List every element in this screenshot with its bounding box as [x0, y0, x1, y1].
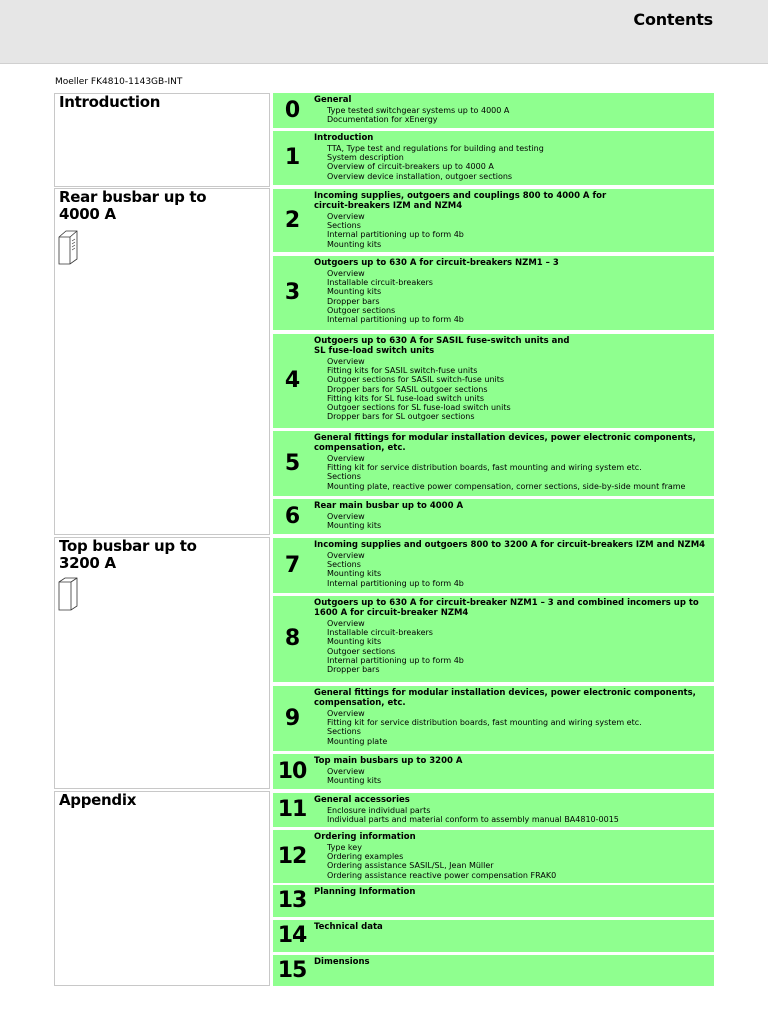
chapter-item[interactable]: Mounting kits: [327, 637, 382, 647]
chapter-number: 12: [277, 843, 307, 869]
chapter-number: 15: [277, 957, 307, 983]
chapter-number: 1: [284, 145, 300, 170]
chapter-heading: Rear main busbar up to 4000 A: [314, 501, 464, 511]
chapter-item[interactable]: Ordering examples: [327, 852, 404, 862]
chapter-heading: General accessories: [314, 795, 410, 805]
chapter-heading: SL fuse-load switch units: [314, 346, 435, 356]
chapter-body: [314, 795, 706, 824]
chapter-number: 13: [277, 888, 307, 913]
chapter-number: 8: [284, 626, 300, 651]
chapter-item[interactable]: Mounting plate, reactive power compensation, corner sections, side-by-side mount frame: [327, 481, 686, 491]
chapter-item[interactable]: Outgoer sections for SASIL switch-fuse units: [327, 375, 505, 385]
chapter-body: [314, 957, 706, 967]
chapter-number: 10: [277, 758, 307, 784]
chapter-item-list: [314, 843, 706, 880]
chapter-item[interactable]: Outgoer sections: [327, 305, 396, 315]
chapter-number: 4: [284, 368, 300, 393]
chapter-number: 14: [277, 923, 307, 948]
chapter-item[interactable]: Mounting kits: [327, 239, 382, 249]
chapter-item-list: [314, 767, 706, 785]
chapter-row-10[interactable]: [273, 754, 714, 789]
chapter-heading: circuit-breakers IZM and NZM4: [314, 201, 463, 211]
chapter-item[interactable]: Installable circuit-breakers: [327, 278, 433, 288]
chapter-row-1[interactable]: [273, 131, 714, 185]
chapter-item[interactable]: Overview: [327, 512, 365, 521]
section-title: [59, 538, 197, 572]
chapter-number: 6: [284, 503, 300, 529]
chapter-item[interactable]: Fitting kit for service distribution boards, fast mounting and wiring system etc.: [327, 718, 642, 728]
chapter-item[interactable]: Internal partitioning up to form 4b: [327, 578, 464, 588]
section-title-line: Top busbar up to: [59, 537, 197, 555]
chapter-body: [314, 598, 706, 674]
chapter-item[interactable]: Mounting kits: [327, 287, 382, 297]
chapter-item[interactable]: Sections: [327, 472, 361, 482]
chapter-number: 7: [284, 552, 300, 578]
chapter-heading: Technical data: [314, 922, 383, 932]
chapter-item[interactable]: Overview: [327, 357, 365, 366]
chapter-number: 9: [284, 705, 300, 731]
chapter-item[interactable]: Overview: [327, 212, 365, 221]
chapter-heading: Incoming supplies, outgoers and couplings 800 to 4000 A for: [314, 191, 607, 201]
chapter-heading: compensation, etc.: [314, 443, 406, 453]
chapter-row-2[interactable]: [273, 189, 714, 252]
chapter-item[interactable]: TTA, Type test and regulations for building and testing: [327, 144, 544, 153]
chapter-body: [314, 756, 706, 785]
chapter-heading: Ordering information: [314, 832, 416, 842]
chapter-item[interactable]: Individual parts and material conform to assembly manual BA4810-0015: [327, 815, 619, 825]
chapter-row-4[interactable]: [273, 334, 714, 428]
chapter-item[interactable]: Internal partitioning up to form 4b: [327, 655, 464, 665]
chapter-item[interactable]: Overview: [327, 709, 365, 718]
section-introduction[interactable]: [54, 93, 270, 187]
chapter-item[interactable]: Overview: [327, 767, 365, 776]
chapter-number: 11: [277, 797, 307, 822]
chapter-item[interactable]: Mounting kits: [327, 569, 382, 579]
chapter-body: [314, 540, 706, 588]
chapter-item[interactable]: Enclosure individual parts: [327, 806, 431, 815]
chapter-body: [314, 887, 706, 897]
chapter-item-list: [314, 512, 706, 530]
chapter-item[interactable]: Dropper bars for SL outgoer sections: [327, 412, 475, 422]
chapter-row-9[interactable]: [273, 686, 714, 751]
chapter-item[interactable]: Overview: [327, 619, 365, 628]
chapter-row-11[interactable]: [273, 793, 714, 827]
chapter-body: [314, 133, 706, 181]
chapter-heading: Introduction: [314, 133, 374, 143]
chapter-item[interactable]: Overview: [327, 454, 365, 463]
chapter-body: [314, 501, 706, 530]
section-title-line: Appendix: [59, 791, 137, 809]
chapter-item[interactable]: Outgoer sections for SL fuse-load switch units: [327, 403, 511, 413]
chapter-item[interactable]: Outgoer sections: [327, 646, 396, 656]
chapter-row-7[interactable]: [273, 538, 714, 593]
chapter-item[interactable]: Dropper bars for SASIL outgoer sections: [327, 384, 488, 394]
chapter-row-15[interactable]: [273, 955, 714, 986]
chapter-heading: compensation, etc.: [314, 698, 406, 708]
chapter-item[interactable]: Dropper bars: [327, 665, 380, 675]
chapter-body: [314, 191, 706, 249]
chapter-row-12[interactable]: [273, 830, 714, 883]
chapter-item[interactable]: Overview of circuit-breakers up to 4000 A: [327, 162, 494, 172]
chapter-item-list: [314, 709, 706, 746]
top-bar: [0, 0, 768, 64]
section-top-busbar[interactable]: [54, 537, 270, 789]
chapter-body: [314, 922, 706, 932]
section-title-line: 4000 A: [59, 205, 116, 223]
chapter-body: [314, 832, 706, 880]
chapter-item-list: [314, 357, 706, 421]
chapter-heading: General fittings for modular installation devices, power electronic components,: [314, 688, 696, 698]
chapter-row-8[interactable]: [273, 596, 714, 682]
chapter-body: [314, 336, 706, 421]
chapter-heading: General: [314, 95, 352, 105]
chapter-item-list: [314, 269, 706, 324]
section-title-line: Introduction: [59, 93, 161, 111]
chapter-row-0[interactable]: [273, 93, 714, 128]
chapter-item[interactable]: Ordering assistance reactive power compensation FRAK0: [327, 870, 557, 880]
chapter-heading: Outgoers up to 630 A for circuit-breakers NZM1 – 3: [314, 258, 559, 268]
section-title-line: 3200 A: [59, 554, 116, 572]
section-title: [59, 792, 136, 809]
chapter-item[interactable]: Ordering assistance SASIL/SL, Jean Müller: [327, 861, 494, 871]
chapter-item[interactable]: Fitting kits for SL fuse-load switch units: [327, 393, 485, 403]
chapter-row-6[interactable]: [273, 499, 714, 534]
chapter-row-14[interactable]: [273, 920, 714, 952]
top-busbar-cabinet-icon: [57, 576, 79, 612]
chapter-item[interactable]: Overview: [327, 269, 365, 278]
chapter-heading: Planning Information: [314, 887, 416, 897]
chapter-item-list: [314, 551, 706, 588]
chapter-heading: Incoming supplies and outgoers 800 to 3200 A for circuit-breakers IZM and NZM4: [314, 540, 706, 550]
document-reference: Moeller FK4810-1143GB-INT: [55, 77, 183, 87]
chapter-item-list: [314, 454, 706, 491]
chapter-heading: 1600 A for circuit-breaker NZM4: [314, 608, 469, 618]
section-title: [59, 189, 206, 223]
chapter-item[interactable]: Documentation for xEnergy: [327, 115, 438, 125]
chapter-body: [314, 95, 706, 124]
chapter-item[interactable]: Mounting kits: [327, 521, 382, 531]
chapter-heading: Top main busbars up to 3200 A: [314, 756, 463, 766]
chapter-item[interactable]: Type tested switchgear systems up to 4000 A: [327, 106, 510, 115]
chapter-item[interactable]: Sections: [327, 560, 361, 570]
chapter-item-list: [314, 106, 706, 124]
chapter-item[interactable]: Overview device installation, outgoer sections: [327, 171, 513, 181]
chapter-item[interactable]: Mounting plate: [327, 736, 388, 746]
section-title: [59, 94, 160, 111]
chapter-heading: Outgoers up to 630 A for SASIL fuse-switch units and: [314, 336, 570, 346]
chapter-heading: Dimensions: [314, 957, 370, 967]
chapter-item-list: [314, 806, 706, 824]
chapter-number: 5: [284, 450, 300, 476]
rear-busbar-cabinet-icon: [57, 229, 79, 265]
chapter-body: [314, 258, 706, 324]
chapter-item[interactable]: Internal partitioning up to form 4b: [327, 315, 464, 325]
chapter-number: 0: [284, 97, 300, 123]
chapter-body: [314, 433, 706, 491]
chapter-row-3[interactable]: [273, 256, 714, 330]
chapter-row-13[interactable]: [273, 885, 714, 917]
chapter-row-5[interactable]: [273, 431, 714, 496]
section-rear-busbar[interactable]: [54, 188, 270, 535]
chapter-item[interactable]: Internal partitioning up to form 4b: [327, 230, 464, 240]
chapter-item[interactable]: Dropper bars: [327, 296, 380, 306]
chapter-item[interactable]: Sections: [327, 221, 361, 231]
section-title-line: Rear busbar up to: [59, 188, 207, 206]
chapter-heading: General fittings for modular installation devices, power electronic components,: [314, 433, 696, 443]
chapter-item[interactable]: Type key: [327, 843, 362, 852]
chapter-number: 3: [284, 280, 300, 305]
chapter-item[interactable]: Fitting kits for SASIL switch-fuse units: [327, 366, 478, 376]
chapter-body: [314, 688, 706, 746]
chapter-item[interactable]: Fitting kit for service distribution boards, fast mounting and wiring system etc.: [327, 463, 642, 473]
chapter-item-list: [314, 144, 706, 181]
chapter-heading: Outgoers up to 630 A for circuit-breaker NZM1 – 3 and combined incomers up to: [314, 598, 699, 608]
chapter-item-list: [314, 212, 706, 249]
section-appendix[interactable]: [54, 791, 270, 986]
chapter-item[interactable]: Mounting kits: [327, 776, 382, 786]
chapter-item[interactable]: System description: [327, 153, 404, 163]
chapter-item[interactable]: Overview: [327, 551, 365, 560]
chapter-item[interactable]: Sections: [327, 727, 361, 737]
chapter-number: 2: [284, 207, 300, 233]
chapter-item-list: [314, 619, 706, 674]
page-title: Contents: [633, 10, 713, 29]
chapter-item[interactable]: Installable circuit-breakers: [327, 628, 433, 638]
